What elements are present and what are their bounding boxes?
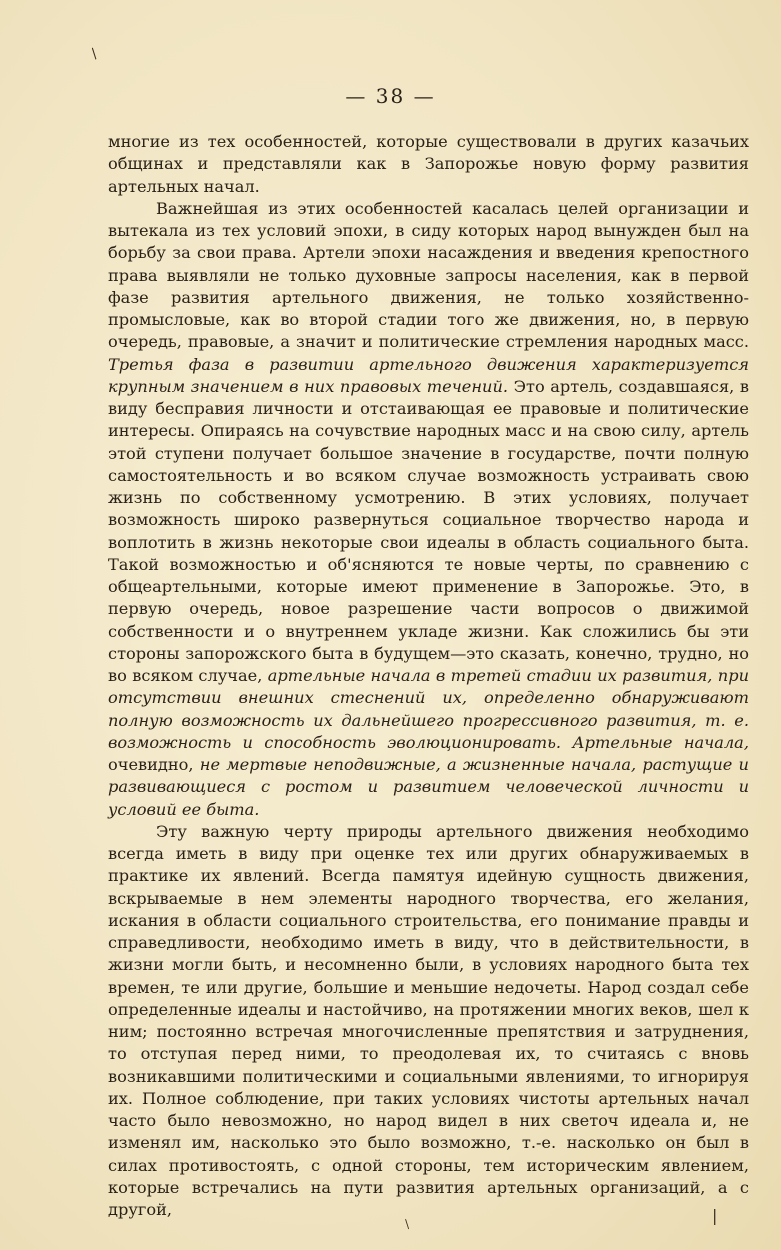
- ink-mark-icon: /: [87, 46, 101, 62]
- italic-text-run: Артельные начала,: [572, 732, 749, 752]
- text-run: очевидно,: [108, 755, 200, 774]
- text-run: [561, 733, 572, 752]
- italic-text-run: Третья фаза в развитии артельного движения характеризуется крупным значением в них правовых течений.: [108, 354, 749, 396]
- paragraph: [108, 131, 749, 198]
- paragraph: [108, 198, 749, 821]
- body-text: [108, 131, 749, 1221]
- ink-mark-icon: /: [401, 1217, 413, 1231]
- paragraph: [108, 821, 749, 1222]
- text-run: Это артель, создавшаяся, в виду бесправия личности и отстаивающая ее правовые и политические интересы. Опираясь на сочувствие народных масс и на свою силу, артель этой ступени получает большое значение в государстве, почти полную самостоятельность и во всяком случае возможность устраивать свою жизнь по собственному усмотрению. В этих условиях, получает возможность широко развернуться социальное творчество народа и воплотить в жизнь некоторые свои идеалы в область социального быта. Такой возможностью и об'ясняются те новые черты, по сравнению с общеартельными, которые имеют применение в Запорожье. Это, в первую очередь, новое разрешение части вопросов о движимой собственности и о внутреннем укладе жизни. Как сложились бы эти стороны запорожского быта в будущем—это сказать, конечно, трудно, но во всяком случае,: [108, 376, 750, 685]
- italic-text-run: не мертвые неподвижные, а жизненные начала, растущие и развивающиеся с ростом и развитием человеческой личности и условий ее быта.: [108, 755, 749, 819]
- page-number: — 38 —: [345, 84, 436, 108]
- ink-mark-icon: |: [712, 1206, 718, 1225]
- text-run: Важнейшая из этих особенностей касалась целей организации и вытекала из тех условий эпохи, в сиду которых народ вынужден был на борьбу за свои права. Артели эпохи насаждения и введения крепостного права выявляли не только духовные запросы населения, как в первой фазе развития артельного движения, не только хозяйственно-промысловые, как во второй стадии того же движения, но, в первую очередь, правовые, а значит и политические стремления народных масс.: [108, 198, 749, 352]
- text-run: многие из тех особенностей, которые существовали в других казачьих общинах и представляли как в Запорожье новую форму развития артельных начал.: [108, 132, 749, 196]
- text-run: Эту важную черту природы артельного движения необходимо всегда иметь в виду при оценке тех или других обнаруживаемых в практике их явлений. Всегда памятуя идейную сущность движения, вскрываемые в нем элементы народного творчества, его желания, искания в области социального строительства, его понимание правды и справедливости, необходимо иметь в виду, что в действительности, в жизни могли быть, и несомненно были, в условиях народного быта тех времен, те или другие, большие и меньшие недочеты. Народ создал себе определенные идеалы и настойчиво, на протяжении многих веков, шел к ним; постоянно встречая многочисленные препятствия и затруднения, то отступая перед ними, то преодолевая их, то считаясь с вновь возникавшими политическими и социальными явлениями, то игнорируя их. Полное соблюдение, при таких условиях чистоты артельных начал часто было невозможно, но народ видел в них светоч идеала и, не изменял им, насколько это было возможно, т.-е. насколько он был в силах противостоять, с одной стороны, тем историческим явлением, которые встречались на пути развития артельных организаций, а с другой,: [108, 821, 749, 1219]
- italic-text-run: артельные начала в третей стадии их развития, при отсутствии внешних стеснений их, определенно обнаруживают полную возможность их дальнейшего прогрессивного развития, т. е. возможность и способность эволюционировать.: [108, 666, 750, 752]
